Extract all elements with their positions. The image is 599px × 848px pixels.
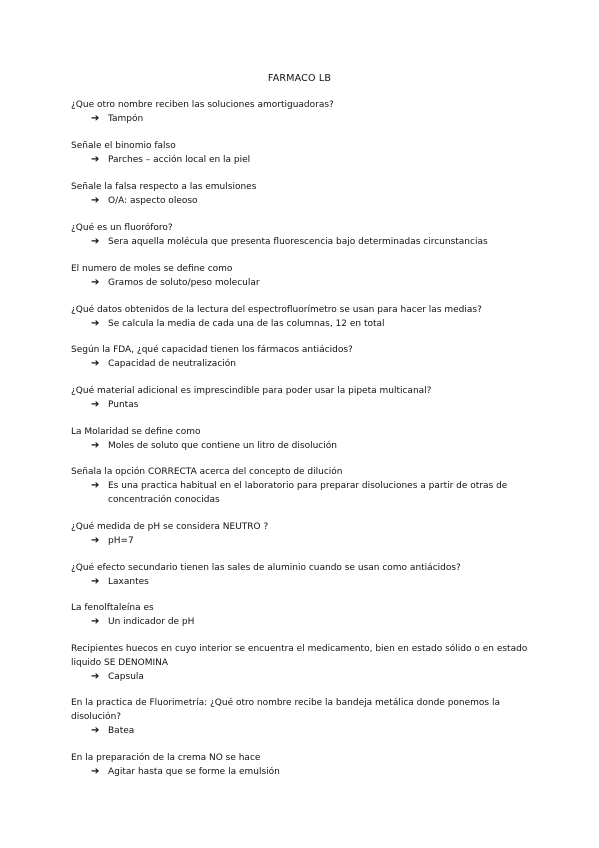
arrow-icon: ➔ [91, 277, 100, 288]
qa-item-1 [71, 98, 541, 126]
arrow-icon: ➔ [91, 725, 100, 736]
qa-item-7 [71, 343, 541, 371]
answer-7-text: Capacidad de neutralización [108, 359, 236, 369]
answer-5 [91, 276, 541, 290]
answer-13 [91, 615, 541, 629]
answer-10 [91, 479, 541, 507]
answer-2 [91, 153, 541, 167]
qa-item-11 [71, 520, 541, 548]
answer-8 [91, 398, 541, 412]
answer-16-text: Agitar hasta que se forme la emulsión [108, 767, 280, 777]
answer-1 [91, 112, 541, 126]
answer-8-text: Puntas [108, 400, 139, 410]
qa-item-6 [71, 303, 541, 331]
question-13: La fenolftaleína es [71, 603, 154, 613]
document-title: FARMACO LB [267, 73, 332, 84]
arrow-icon: ➔ [91, 766, 100, 777]
answer-9 [91, 439, 541, 453]
answer-15 [91, 724, 541, 738]
question-14: Recipientes huecos en cuyo interior se encuentra el medicamento, bien en estado sólido o en estado liquido SE DENOMINA [71, 644, 528, 668]
answer-11 [91, 534, 541, 548]
answer-12 [91, 575, 541, 589]
answer-7 [91, 357, 541, 371]
arrow-icon: ➔ [91, 616, 100, 627]
question-7: Según la FDA, ¿qué capacidad tienen los fármacos antiácidos? [71, 345, 353, 355]
answer-10-text: Es una practica habitual en el laboratorio para preparar disoluciones a partir de otras de concentración conocidas [108, 481, 508, 505]
answer-4-text: Sera aquella molécula que presenta fluorescencia bajo determinadas circunstancias [108, 237, 488, 247]
question-2: Señale el binomio falso [71, 141, 176, 151]
question-15: En la practica de Fluorimetría: ¿Qué otro nombre recibe la bandeja metálica donde ponemos la disolución? [71, 698, 500, 722]
question-3: Señale la falsa respecto a las emulsiones [71, 182, 257, 192]
qa-item-5 [71, 262, 541, 290]
arrow-icon: ➔ [91, 671, 100, 682]
qa-item-16 [71, 751, 541, 779]
arrow-icon: ➔ [91, 195, 100, 206]
answer-6 [91, 317, 541, 331]
answer-9-text: Moles de soluto que contiene un litro de disolución [108, 441, 337, 451]
question-11: ¿Qué medida de pH se considera NEUTRO ? [71, 522, 269, 532]
qa-item-4 [71, 221, 541, 249]
answer-1-text: Tampón [108, 114, 144, 124]
qa-item-2 [71, 139, 541, 167]
answer-12-text: Laxantes [108, 577, 149, 587]
answer-11-text: pH=7 [108, 536, 134, 546]
qa-item-8 [71, 384, 541, 412]
arrow-icon: ➔ [91, 358, 100, 369]
question-9: La Molaridad se define como [71, 427, 201, 437]
arrow-icon: ➔ [91, 154, 100, 165]
question-1: ¿Que otro nombre reciben las soluciones amortiguadoras? [71, 100, 334, 110]
answer-4 [91, 235, 541, 249]
answer-16 [91, 765, 541, 779]
arrow-icon: ➔ [91, 113, 100, 124]
qa-item-10 [71, 465, 541, 507]
arrow-icon: ➔ [91, 440, 100, 451]
answer-14 [91, 670, 541, 684]
question-5: El numero de moles se define como [71, 264, 233, 274]
qa-item-14 [71, 642, 541, 684]
answer-15-text: Batea [108, 726, 135, 736]
question-16: En la preparación de la crema NO se hace [71, 753, 261, 763]
question-4: ¿Qué es un fluoróforo? [71, 223, 173, 233]
question-10: Señala la opción CORRECTA acerca del concepto de dilución [71, 467, 343, 477]
arrow-icon: ➔ [91, 480, 100, 491]
arrow-icon: ➔ [91, 318, 100, 329]
qa-item-13 [71, 601, 541, 629]
answer-13-text: Un indicador de pH [108, 617, 195, 627]
question-8: ¿Qué material adicional es imprescindible para poder usar la pipeta multicanal? [71, 386, 432, 396]
qa-item-15 [71, 696, 541, 738]
answer-3-text: O/A: aspecto oleoso [108, 196, 198, 206]
question-12: ¿Qué efecto secundario tienen las sales de aluminio cuando se usan como antiácidos? [71, 563, 461, 573]
qa-item-3 [71, 180, 541, 208]
arrow-icon: ➔ [91, 236, 100, 247]
answer-6-text: Se calcula la media de cada una de las columnas, 12 en total [108, 319, 385, 329]
answer-14-text: Capsula [108, 672, 144, 682]
answer-3 [91, 194, 541, 208]
arrow-icon: ➔ [91, 576, 100, 587]
question-6: ¿Qué datos obtenidos de la lectura del espectrofluorímetro se usan para hacer las medias? [71, 305, 482, 315]
arrow-icon: ➔ [91, 399, 100, 410]
arrow-icon: ➔ [91, 535, 100, 546]
answer-2-text: Parches – acción local en la piel [108, 155, 251, 165]
qa-item-9 [71, 425, 541, 453]
qa-item-12 [71, 561, 541, 589]
answer-5-text: Gramos de soluto/peso molecular [108, 278, 260, 288]
